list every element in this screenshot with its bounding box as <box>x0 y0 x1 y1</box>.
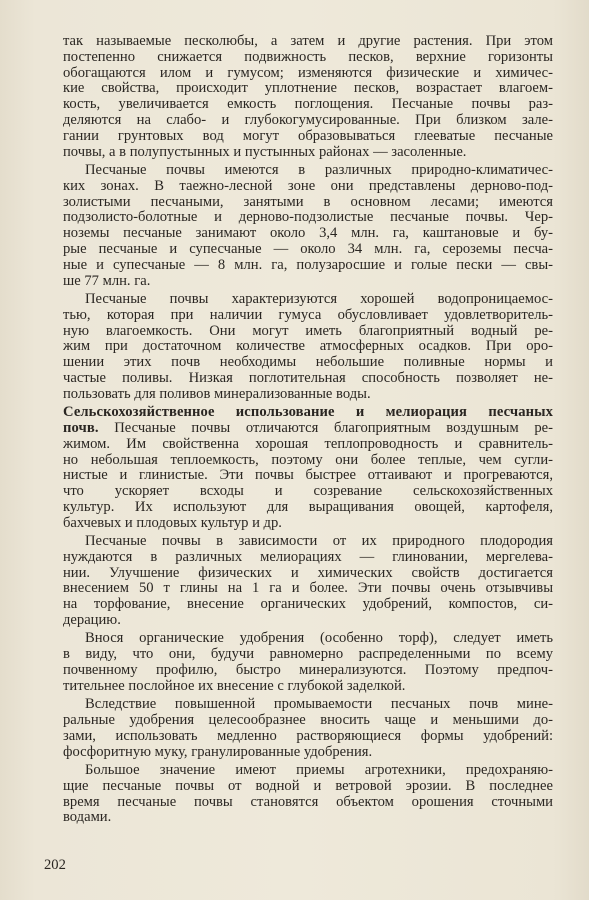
paragraph-7 <box>63 697 553 760</box>
text-line: гании грунтовых вод могут образовываться глееватые песчаные <box>63 128 553 144</box>
text-line: ноземы песчаные занимают около 3,4 млн. га, каштановые и бу- <box>63 226 553 242</box>
section-heading: Сельскохозяйственное использование и мелиорация песчаных <box>63 405 553 421</box>
text-line: рые песчаные и супесчаные — около 34 млн. га, сероземы песча- <box>63 241 553 257</box>
text-line: зами, использовать медленно растворяющиеся формы удобрений: <box>63 728 553 744</box>
paragraph-1 <box>63 34 553 160</box>
text-line: жимом. Им свойственна хорошая теплопроводность и сравнитель- <box>63 436 553 452</box>
text-line: частые поливы. Низкая поглотительная способность позволяет не- <box>63 370 553 386</box>
text-line: обогащаются илом и гумусом; изменяются физические и химичес- <box>63 65 553 81</box>
text-line: но небольшая теплоемкость, поэтому они более теплые, чем сугли- <box>63 452 553 468</box>
section-heading-end: почв. <box>63 420 99 436</box>
text-line: Песчаные почвы в зависимости от их природного плодородия <box>85 534 553 550</box>
text-line: подзолисто-болотные и дерново-подзолистые песчаные почвы. Чер- <box>63 210 553 226</box>
text-line: шении этих почв необходимы небольшие поливные нормы и <box>63 355 553 371</box>
text-line: ную влагоемкость. Они могут иметь благоприятный водный ре- <box>63 323 553 339</box>
text-line: нуждаются в различных мелиорациях — глиновании, мергелева- <box>63 549 553 565</box>
text-line-with-heading <box>63 421 553 437</box>
text-line: тью, которая при наличии гумуса обусловливает удовлетворитель- <box>63 307 553 323</box>
text-line: нистые и глинистые. Эти почвы быстрее оттаивают и прогреваются, <box>63 468 553 484</box>
paragraph-4 <box>63 405 553 531</box>
text-line: тительнее послойное их внесение с глубокой заделкой. <box>63 678 406 694</box>
text-line: что ускоряет всходы и созревание сельскохозяйственных <box>63 484 553 500</box>
text-line: внесением 50 т глины на 1 га и более. Эти почвы очень отзывчивы <box>63 581 553 597</box>
text-line: бахчевых и плодовых культур и др. <box>63 515 282 531</box>
text-line: водами. <box>63 810 112 826</box>
text-line: деляются на слабо- и глубокогумусированные. При близком зале- <box>63 112 553 128</box>
text-line: жим при достаточном количестве атмосферных осадков. При оро- <box>63 339 553 355</box>
paragraph-5 <box>63 534 553 629</box>
text-line: почвенному профилю, быстро минерализуются. Поэтому предпоч- <box>63 663 553 679</box>
text-line: пользовать для поливов минерализованные воды. <box>63 386 371 402</box>
paragraph-3 <box>63 292 553 403</box>
paragraph-8 <box>63 763 553 826</box>
text-line: золистыми песчаными, занятыми в основном лесами; имеются <box>63 194 553 210</box>
text-line: постепенно снижается подвижность песков, верхние горизонты <box>63 49 553 65</box>
text-line: Песчаные почвы имеются в различных природно-климатичес- <box>85 162 553 178</box>
body-text <box>63 34 553 826</box>
text-line: Внося органические удобрения (особенно торф), следует иметь <box>85 631 553 647</box>
text-line: щие песчаные почвы от водной и ветровой эрозии. В последнее <box>63 778 553 794</box>
paragraph-2 <box>63 163 553 289</box>
text-line: культур. Их используют для выращивания овощей, картофеля, <box>63 499 553 515</box>
text-line: Песчаные почвы отличаются благоприятным воздушным ре- <box>114 420 553 436</box>
page-number: 202 <box>44 857 66 873</box>
text-line: ких зонах. В таежно-лесной зоне они представлены дерново-под- <box>63 178 553 194</box>
text-line: нии. Улучшение физических и химических свойств достигается <box>63 565 553 581</box>
text-line: ральные удобрения целесообразнее вносить чаще и меньшими до- <box>63 713 553 729</box>
text-line: в виду, что они, будучи равномерно распределенными по всему <box>63 647 553 663</box>
text-line: время песчаные почвы становятся объектом орошения сточными <box>63 794 553 810</box>
text-line: кость, увеличивается емкость поглощения. Песчаные почвы раз- <box>63 97 553 113</box>
text-line: так называемые песколюбы, а затем и другие растения. При этом <box>63 34 553 49</box>
text-line: Большое значение имеют приемы агротехники, предохраняю- <box>85 763 553 779</box>
paragraph-6 <box>63 631 553 694</box>
text-line: ше 77 млн. га. <box>63 273 151 289</box>
text-line: Вследствие повышенной промываемости песчаных почв мине- <box>85 697 553 713</box>
text-line: ные и супесчаные — 8 млн. га, полузаросшие и голые пески — свы- <box>63 257 553 273</box>
text-line: дерацию. <box>63 613 121 629</box>
text-line: Песчаные почвы характеризуются хорошей водопроницаемос- <box>85 291 553 307</box>
text-line: на торфование, внесение органических удобрений, компостов, си- <box>63 597 553 613</box>
text-line: кие свойства, происходит уплотнение песков, возрастает влагоем- <box>63 81 553 97</box>
text-line: почвы, а в полупустынных и пустынных районах — засоленные. <box>63 144 467 160</box>
text-line: фосфоритную муку, гранулированные удобрения. <box>63 744 373 760</box>
